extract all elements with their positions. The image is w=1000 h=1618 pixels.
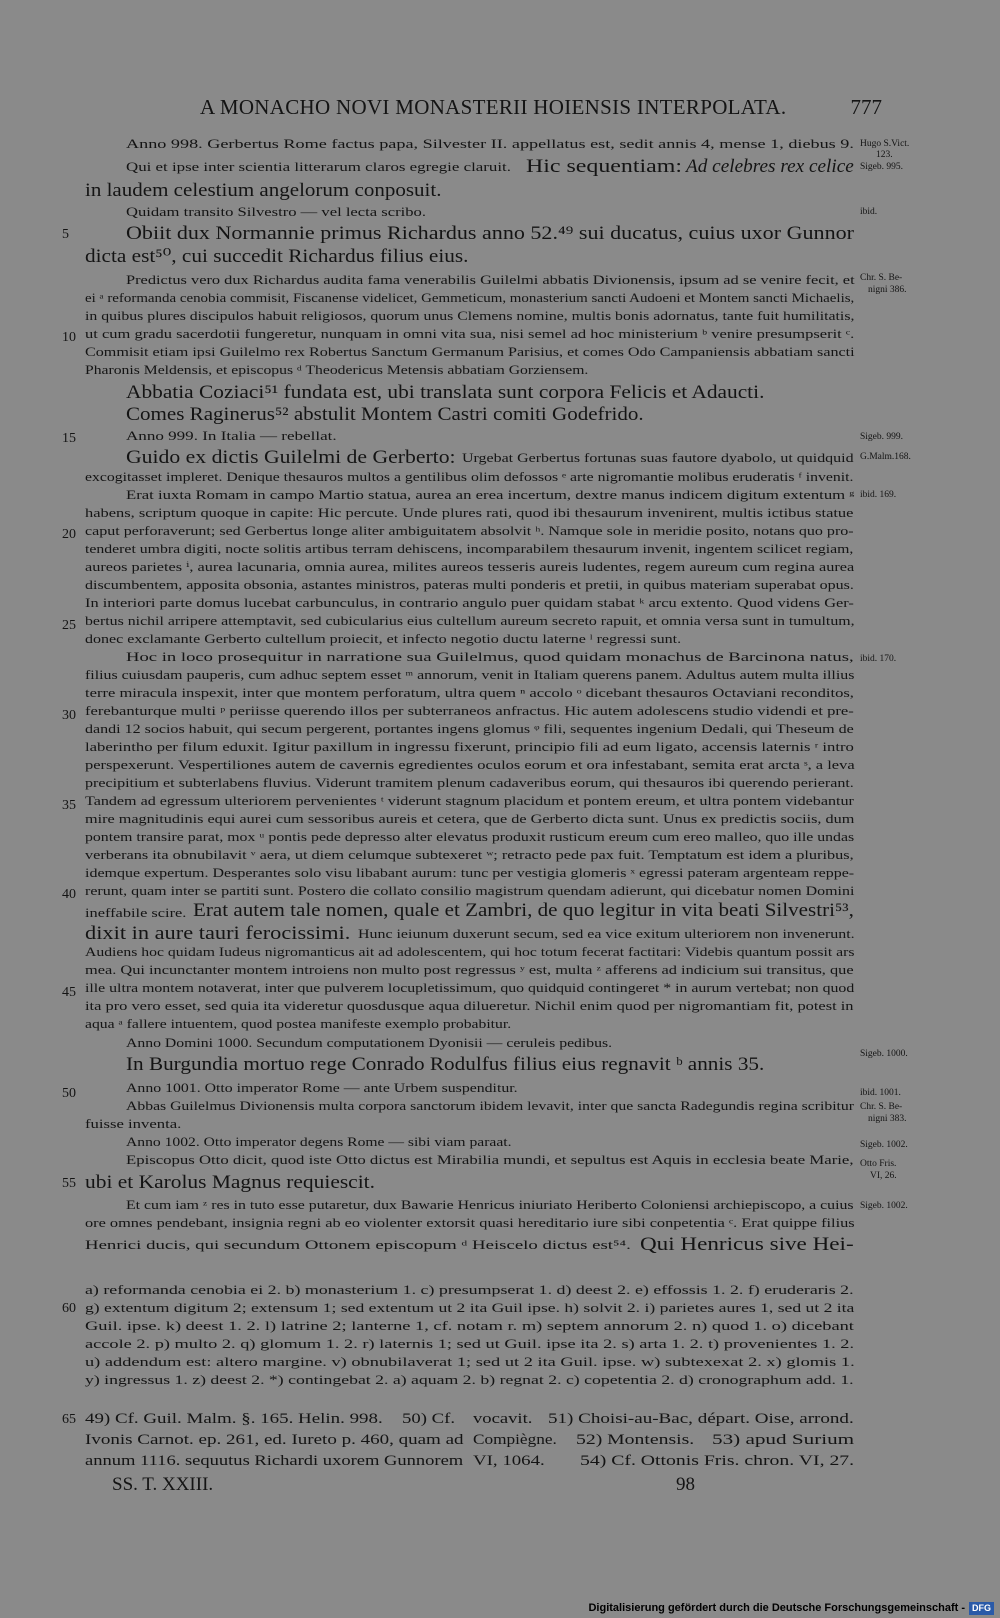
text-line-content: Qui Henricus sive Hei- (640, 1234, 854, 1255)
text-line-content: tenderet umbra digiti, nocte solitis artibus terram dehiscens, incomparabilem thesaurum invenit, ingentem scilicet regiam, (85, 542, 854, 556)
text-line (126, 138, 854, 151)
text-line (85, 705, 854, 718)
text-line (193, 901, 854, 920)
text-line (358, 928, 854, 941)
text-line (85, 687, 854, 700)
footnote-segment (712, 1431, 854, 1449)
text-line (85, 723, 854, 736)
text-line (85, 633, 681, 646)
line-number: 5 (62, 227, 69, 242)
margin-note: Sigeb. 1002. (860, 1140, 908, 1150)
margin-note: Chr. S. Be- (860, 1102, 903, 1112)
text-line (85, 1239, 631, 1252)
text-line-content: Commisit etiam ipsi Guilelmo rex Robertus Sanctum Germanum Parisius, et comes Odo Campaniensis abbatiam sancti (85, 345, 855, 359)
text-line (85, 597, 854, 610)
text-line-content: Hunc ieiunum duxerunt secum, sed ea vice exitum ulteriorem non invenerunt. (358, 927, 855, 941)
text-line (85, 741, 854, 754)
margin-note: nigni 383. (868, 1114, 907, 1124)
apparatus-line (85, 1301, 854, 1316)
text-line (85, 1018, 511, 1031)
text-line-content: Et cum iam ᶻ res in tuto esse putaretur, dux Bawarie Henricus iniuriato Heriberto Coloniensi archiepiscopo, a cuius (126, 1198, 854, 1212)
text-line-content: Tandem ad egressum ulteriorem pervenientes ᵗ viderunt stagnum placidum et pontem ereum, et ultra pontem videbantur (85, 794, 854, 808)
text-line (85, 831, 854, 844)
signature-mark: SS. T. XXIII. (112, 1474, 214, 1495)
line-number: 30 (62, 708, 76, 723)
text-line-content: Henrici ducis, qui secundum Ottonem episcopum ᵈ Heiscelo dictus est⁵⁴. (85, 1238, 631, 1252)
text-line (85, 1173, 375, 1192)
apparatus-line (85, 1319, 854, 1334)
text-line-content: Erat autem tale nomen, quale et Zambri, de quo legitur in vita beati Silvestri⁵³, (193, 900, 854, 921)
footnote-text: VI, 1064. (473, 1452, 545, 1469)
dfg-logo-icon: DFG (969, 1602, 994, 1615)
text-line-content: ille ultra montem notaverat, inter que pulverem locupletissimum, quo quidquid contingeret * in aurum vertebat; non quod (85, 981, 855, 995)
text-line-content: verberans ita obnubilavit ᵛ aera, ut diem celumque subtexeret ʷ; retracto pede pax fuit. Temptatum est idem a pluribus, (85, 848, 854, 862)
text-line-content: discumbentem, apposita obsonia, astantes ministros, pateras multi ponderis et pretii, in quibus materiam superabat opus. (85, 578, 854, 592)
text-line-content: Audiens hoc quidam Iudeus nigromanticus ait ad adolescentem, qui hoc totum fecerat factitari: Videbis quantum possit ars (85, 945, 855, 959)
apparatus-line (85, 1337, 854, 1352)
text-line-content: excogitasset impleret. Denique thesauros multos a gentilibus olim defossos ᵉ arte nigromantie molibus eruderatis ᶠ invenit. (85, 470, 854, 484)
text-line (126, 274, 854, 287)
footnote-segment (473, 1410, 533, 1428)
apparatus-line (85, 1283, 854, 1298)
text-line-content: Anno 1002. Otto imperator degens Rome — sibi viam paraat. (126, 1135, 512, 1149)
apparatus-line-content: y) ingressus 1. z) deest 2. *) contingebat 2. a) aquam 2. b) regnat 2. c) copetentia 2. d) cronographum add. 1. (85, 1373, 854, 1387)
footnote-segment (473, 1431, 557, 1449)
text-line-content: idemque expertum. Desperantes solo visu libabant aurum: tunc per vestigia glomeris ˣ egressi pateram argenteam reppe- (85, 866, 855, 880)
text-line (85, 292, 854, 305)
text-line-content: In interiori parte domus lucebat carbunculus, in contrario angulo puer quidam stabat ᵏ arcu extento. Quod videns Ger- (85, 596, 854, 610)
footnote-text: Ivonis Carnot. ep. 261, ed. Iureto p. 460, quam ad (85, 1431, 464, 1448)
margin-note: ibid. (860, 207, 878, 217)
text-line (126, 1055, 764, 1074)
footnote-text: 52) Montensis. (576, 1431, 695, 1448)
line-number: 50 (62, 1086, 76, 1101)
line-number: 45 (62, 985, 76, 1000)
apparatus-line-content: g) extentum digitum 2; extensum 1; sed extentum ut 2 ita Guil ipse. h) solvit 2. i) parietes aures 1, sed ut 2 ita (85, 1301, 855, 1315)
text-line-content: Anno 1001. Otto imperator Rome — ante Urbem suspenditur. (126, 1081, 518, 1095)
text-line-content: ferebanturque multi ᵖ periisse querendo illos per subterraneos anfractus. Hic autem adolescens studio videndi et pre- (85, 704, 854, 718)
text-line (85, 795, 854, 808)
text-line-content: Episcopus Otto dicit, quod iste Otto dictus est Mirabilia mundi, et sepultus est Aquis in ecclesia beate Marie, (126, 1153, 854, 1167)
line-number: 35 (62, 798, 76, 813)
line-number: 10 (62, 330, 76, 345)
text-line-content: mea. Qui incunctanter montem introiens non multo post regressus ʸ est, multa ᶻ afferens ad indicium sui transitus, que (85, 963, 854, 977)
footnote-text: 53) apud Surium (712, 1431, 855, 1448)
footnote-text: vocavit. (473, 1410, 533, 1427)
text-line (85, 507, 854, 520)
line-number: 20 (62, 527, 76, 542)
text-line-content: dixit in aure tauri ferocissimi. (85, 923, 351, 944)
text-line (85, 1000, 854, 1013)
text-line (85, 849, 854, 862)
text-line-content: Predictus vero dux Richardus audita fama venerabilis Guilelmi abbatis Divionensis, ipsum ad se venire fecit, et (126, 273, 855, 287)
text-line-content: Ad celebres rex celice (686, 156, 854, 177)
text-line (85, 946, 854, 959)
text-line-content: Urgebat Gerbertus fortunas suas fautore dyabolo, ut quidquid (462, 451, 854, 465)
footnote-segment (473, 1452, 545, 1470)
text-line-content: perspexerunt. Vespertiliones autem de cavernis egredientes oculos eorum et ora infestabant, semita erat arcta ˢ, a leva (85, 758, 855, 772)
text-line (126, 405, 644, 424)
text-line (126, 1082, 518, 1095)
footnote-text: Compiègne. (473, 1431, 557, 1448)
text-line-content: ita pro vero esset, sed quia ita videretur quosdusque aqua dilueretur. Nichil enim quod per nigromantiam fit, potest in (85, 999, 854, 1013)
text-line-content: Comes Raginerus⁵² abstulit Montem Castri comiti Godefrido. (126, 404, 644, 425)
line-number: 15 (62, 431, 76, 446)
footnote-segment (576, 1431, 694, 1449)
margin-note: Sigeb. 999. (860, 432, 904, 442)
footnote-segment (402, 1410, 455, 1428)
apparatus-line (85, 1355, 854, 1370)
text-line (85, 579, 854, 592)
text-line-content: Anno 998. Gerbertus Rome factus papa, Silvester II. appellatus est, sedit annis 4, mense 1, diebus 9. (126, 137, 854, 151)
text-line (85, 346, 854, 359)
margin-note: G.Malm.168. (860, 452, 911, 462)
dfg-credit[interactable] (588, 1601, 994, 1616)
text-line-content: ut cum gradu sacerdotii fungeretur, nunquam in omni vita sua, nisi semel ad hoc ministerium ᵇ venire presumpserit ᶜ. (85, 327, 855, 341)
text-line (126, 1037, 612, 1050)
text-line-content: ei ᵃ reformanda cenobia commisit, Fiscanense videlicet, Gemmeticum, monasterium sancti Audoeni et Montem sancti Michaelis, (85, 291, 855, 305)
text-line-content: Abbatia Coziaci⁵¹ fundata est, ubi translata sunt corpora Felicis et Adaucti. (126, 382, 765, 403)
sheet-number: 98 (676, 1474, 695, 1495)
text-line (126, 430, 336, 443)
text-line (526, 157, 682, 176)
text-line (85, 924, 350, 943)
text-line (686, 157, 854, 176)
text-line-content: mire magnitudinis equi aurei cum sessoribus aureis et cetera, que de Gerberto dicta sunt. Unus ex predictis sociis, dum (85, 812, 855, 826)
text-line (85, 328, 854, 341)
margin-note: Hugo S.Vict. (860, 139, 910, 149)
footnote-segment (548, 1410, 854, 1428)
text-line-content: bertus nichil arripere attemptavit, sed cubicularius eius cultellum aureum secreto rapuit, et omnia versa sunt in tumultum, (85, 614, 855, 628)
margin-note: nigni 386. (868, 285, 907, 295)
text-line-content: pontem transire parat, mox ᵘ pontis pede depresso alter elevatus produxit rusticum ereum cum ereo malleo, quo ille undas (85, 830, 855, 844)
credit-text: Digitalisierung gefördert durch die Deutsche Forschungsgemeinschaft - (588, 1602, 965, 1614)
text-line (85, 867, 854, 880)
footnote-segment (85, 1410, 383, 1428)
text-line (85, 310, 854, 323)
text-line-content: Anno Domini 1000. Secundum computationem Dyonisii — ceruleis pedibus. (126, 1036, 613, 1050)
text-line-content: donec exclamante Gerberto cultellum proiecit, et infecto negotio ductu laterne ˡ regressi sunt. (85, 632, 682, 646)
text-line (126, 1136, 512, 1149)
apparatus-line-content: u) addendum est: altero margine. v) obnubilaverat 1; sed ut 2 ita Guil. ipse. w) subtexexat 2. x) glomis 1. (85, 1355, 855, 1369)
text-line (85, 247, 468, 266)
text-line-content: Erat iuxta Romam in campo Martio statua, aurea an erea incertum, dextre manus indicem digitum extentum ᵍ (126, 488, 855, 502)
line-number: 60 (62, 1301, 76, 1316)
margin-note: Otto Fris. (860, 1159, 897, 1169)
text-line-content: ore omnes pendebant, insignia regni ab eo violenter extorsit quasi hereditario iure sibi conpetentia ᶜ. Erat quippe filius (85, 1216, 855, 1230)
margin-note: ibid. 1001. (860, 1088, 901, 1098)
text-line-content: Abbas Guilelmus Divionensis multa corpora sanctorum ibidem levavit, inter que sancta Radegundis regina scribitur (126, 1099, 855, 1113)
margin-note: ibid. 170. (860, 654, 897, 664)
running-header (0, 95, 1000, 127)
text-line (126, 206, 426, 219)
text-line (126, 1199, 854, 1212)
text-line (85, 982, 854, 995)
text-line-content: fuisse inventa. (85, 1117, 182, 1131)
text-line (85, 964, 854, 977)
text-line-content: laberintho per filum eduxit. Igitur paxillum in ingressu fixerunt, principio fili ad eum ligato, accensis laternis ʳ intro (85, 740, 854, 754)
text-line-content: ineffabile scire. (85, 906, 187, 920)
margin-note: Sigeb. 1000. (860, 1049, 908, 1059)
footnote-text: annum 1116. sequutus Richardi uxorem Gunnorem (85, 1452, 464, 1469)
text-line-content: terre miracula inspexit, inter que montem perforatum, ultra quem ⁿ accolo ᵒ dicebant thesauros Octaviani reconditos, (85, 686, 854, 700)
text-line (85, 364, 589, 377)
text-line-content: aqua ᵃ fallere intuentem, quod postea manifeste exemplo probabitur. (85, 1017, 512, 1031)
text-line-content: Pharonis Meldensis, et episcopus ᵈ Theodericus Metensis abbatiam Gorziensem. (85, 363, 589, 377)
text-line-content: ubi et Karolus Magnus requiescit. (85, 1172, 375, 1193)
text-line-content: habens, scriptum quoque in capite: Hic percute. Unde plures rati, quod ibi thesaurum invenirent, multis ictibus statue (85, 506, 854, 520)
text-line (85, 525, 854, 538)
apparatus-line-content: a) reformanda cenobia ei 2. b) monasterium 1. c) presumpserat 1. d) deest 2. e) effossis 1. 2. f) eruderaris 2. (85, 1283, 854, 1297)
text-line (126, 224, 854, 243)
line-number: 25 (62, 618, 76, 633)
page-number: 777 (850, 95, 882, 119)
margin-note: 123. (876, 150, 893, 160)
footnote-text: 49) Cf. Guil. Malm. §. 165. Helin. 998. (85, 1410, 383, 1427)
text-line-content: aureos parietes ⁱ, aurea lacunaria, omnia aurea, milites aureos tesseris aureis ludentes, regem aureum cum regina aurea (85, 560, 855, 574)
text-line (85, 759, 854, 772)
text-line (85, 669, 854, 682)
text-line-content: filius cuiusdam pauperis, cum adhuc septem esset ᵐ annorum, venit in Italiam querens panem. Adultus autem multa illius (85, 668, 855, 682)
footnote-segment (85, 1431, 463, 1449)
text-line (85, 777, 854, 790)
text-line-content: dicta est⁵⁰, cui succedit Richardus filius eius. (85, 246, 469, 267)
text-line (85, 543, 854, 556)
footnote-text: 50) Cf. (402, 1410, 456, 1427)
text-line-content: Obiit dux Normannie primus Richardus anno 52.⁴⁹ sui ducatus, cuius uxor Gunnor (126, 223, 854, 244)
text-line-content: in laudem celestium angelorum conposuit. (85, 180, 442, 201)
footnote-text: 54) Cf. Ottonis Fris. chron. VI, 27. (580, 1452, 855, 1469)
text-line (85, 181, 441, 200)
margin-note: ibid. 169. (860, 490, 897, 500)
margin-note: VI, 26. (870, 1171, 897, 1181)
text-line-content: precipitium et subterlabens fluvius. Viderunt tramitem plenum cadaveribus eorum, qui thesauros ibi querendo perierant. (85, 776, 854, 790)
text-line (126, 161, 511, 174)
text-line (85, 1118, 181, 1131)
text-line (85, 907, 187, 920)
text-line-content: Qui et ipse inter scientia litterarum claros egregie claruit. (126, 160, 511, 174)
apparatus-line (85, 1373, 854, 1388)
text-line-content: Hoc in loco prosequitur in narratione sua Guilelmus, quod quidam monachus de Barcinona natus, (126, 650, 854, 664)
text-line (126, 1154, 854, 1167)
running-title: A MONACHO NOVI MONASTERII HOIENSIS INTERPOLATA. (200, 95, 787, 119)
text-line-content: Anno 999. In Italia — rebellat. (126, 429, 337, 443)
text-line-content: rerunt, quam inter se partiti sunt. Postero die collato consilio magistrum quendam adierunt, qui dicebatur nomen Domini (85, 884, 855, 898)
text-line (640, 1235, 854, 1254)
text-line-content: Hic sequentiam: (526, 156, 683, 177)
text-line (85, 885, 854, 898)
text-line (85, 615, 854, 628)
apparatus-line-content: accole 2. p) multo 2. q) glomum 1. 2. r) laternis 1; sed ut Guil. ipse ita 2. s) arta 1. 2. t) provenientes 1. 2. (85, 1337, 855, 1351)
apparatus-line-content: Guil. ipse. k) deest 1. 2. l) latrine 2; lanterne 1, cf. notam r. m) septem annorum 2. n) quod 1. o) dicebant (85, 1319, 854, 1333)
text-line-content: caput perforaverunt; sed Gerbertus longe aliter ambiguitatem absolvit ʰ. Namque sole in meridie posito, notans quo pro- (85, 524, 854, 538)
line-number: 40 (62, 887, 76, 902)
text-line (126, 1100, 854, 1113)
text-line (85, 813, 854, 826)
text-line (126, 651, 854, 664)
text-line-content: In Burgundia mortuo rege Conrado Rodulfus filius eius regnavit ᵇ annis 35. (126, 1054, 765, 1075)
margin-note: Sigeb. 995. (860, 162, 904, 172)
text-line-content: dandi 12 socios habuit, qui secum pergerent, portantes ingens glomus ᵠ fili, sequentes ingenium Dedali, qui Theseum de (85, 722, 854, 736)
footnote-text: 51) Choisi-au-Bac, départ. Oise, arrond. (548, 1410, 854, 1427)
text-line-content: Quidam transito Silvestro — vel lecta scribo. (126, 205, 426, 219)
text-line (126, 448, 456, 467)
margin-note: Chr. S. Be- (860, 273, 903, 283)
text-line (85, 561, 854, 574)
footnote-segment (85, 1452, 463, 1470)
text-line (126, 489, 854, 502)
text-line (462, 452, 854, 465)
text-line (126, 383, 764, 402)
footnote-segment (580, 1452, 854, 1470)
margin-note: Sigeb. 1002. (860, 1201, 908, 1211)
line-number: 65 (62, 1412, 76, 1427)
text-line (85, 471, 854, 484)
text-line (85, 1217, 854, 1230)
line-number: 55 (62, 1176, 76, 1191)
text-line-content: in quibus plures discipulos habuit religiosos, quorum unus Clemens nomine, multis bonis adornatus, tante fuit humilitatis, (85, 309, 855, 323)
text-line-content: Guido ex dictis Guilelmi de Gerberto: (126, 447, 456, 468)
